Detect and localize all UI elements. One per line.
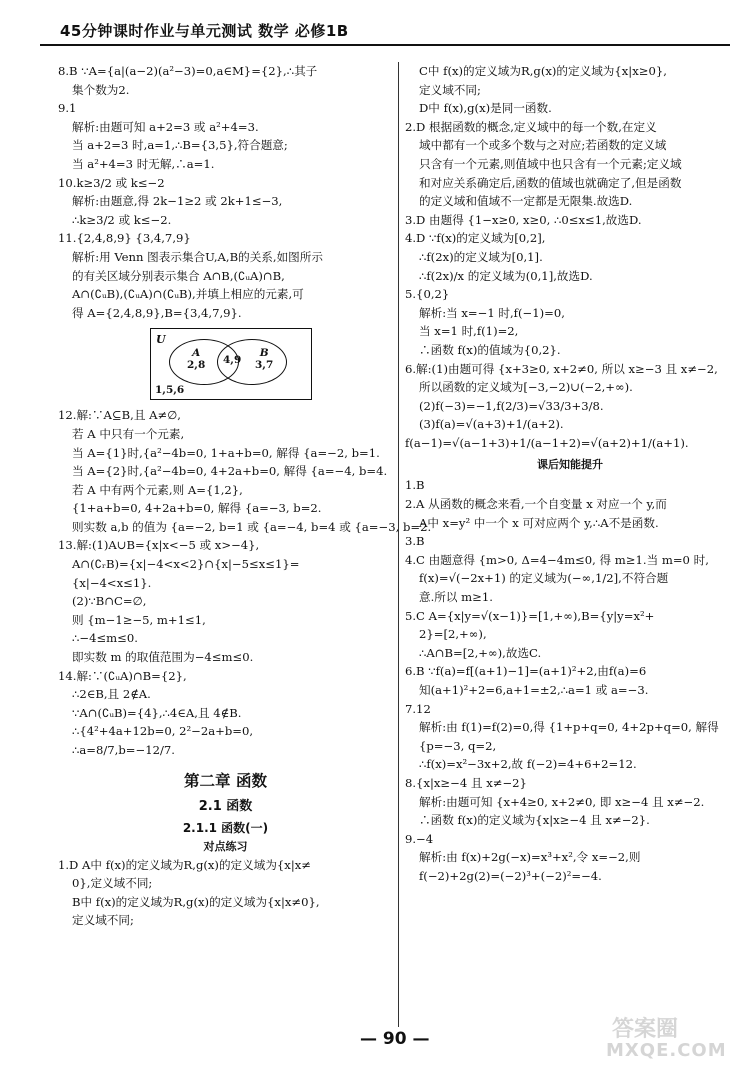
answer-line: 当 a+2=3 时,a=1,∴B={3,5},符合题意; bbox=[72, 138, 288, 153]
answer-line: 当 A={1}时,{a²−4b=0, 1+a+b=0, 解得 {a=−2, b=1. bbox=[72, 445, 380, 460]
answer-line: ∴2∈B,且 2∉A. bbox=[72, 687, 151, 702]
section-title: 2.1 函数 bbox=[198, 798, 253, 814]
venn-diagram bbox=[150, 328, 312, 400]
watermark-logo bbox=[598, 1012, 736, 1064]
answer-line: 2.A 从函数的概念来看,一个自变量 x 对应一个 y,而 bbox=[405, 497, 667, 512]
answer-line: 知(a+1)²+2=6,a+1=±2,∴a=1 或 a=−3. bbox=[419, 683, 649, 697]
answer-line: f(x)=√(−2x+1) 的定义域为(−∞,1/2],不符合题 bbox=[419, 571, 669, 586]
answer-line: 5.{0,2} bbox=[405, 287, 450, 302]
answer-line: 意.所以 m≥1. bbox=[419, 590, 493, 605]
answer-line: 8.{x|x≥−4 且 x≠−2} bbox=[405, 775, 527, 790]
answer-line: A∩(∁ᵣB)={x|−4<x<2}∩{x|−5≤x≤1}= bbox=[72, 557, 300, 572]
answer-line: 定义域不同; bbox=[419, 82, 481, 97]
answer-line: (3)f(a)=√(a+3)+1/(a+2). bbox=[419, 417, 564, 432]
answer-line: 解析:当 x=−1 时,f(−1)=0, bbox=[419, 305, 565, 320]
answer-line: 9.1 bbox=[58, 101, 77, 116]
answer-line: ∵A∩(∁ᵤB)={4},∴4∈A,且 4∉B. bbox=[72, 705, 242, 720]
answer-line: 域中都有一个或多个数与之对应;若函数的定义域 bbox=[419, 138, 667, 153]
venn-a-region bbox=[187, 347, 205, 371]
answer-line: 11.{2,4,8,9} {3,4,7,9} bbox=[58, 231, 191, 246]
answer-line: 若 A 中有两个元素,则 A={1,2}, bbox=[72, 482, 243, 497]
watermark-url: MXQE.COM bbox=[606, 1040, 727, 1061]
answer-line: 所以函数的定义域为[−3,−2)∪(−2,+∞). bbox=[419, 380, 633, 395]
answer-line: ∴f(x)=x²−3x+2,故 f(−2)=4+6+2=12. bbox=[419, 757, 637, 772]
right-column bbox=[405, 62, 735, 886]
venn-outside: 1,5,6 bbox=[155, 384, 185, 397]
practice-heading: 对点练习 bbox=[203, 839, 248, 853]
answer-line: A中 x=y² 中一个 x 可对应两个 y,∴A不是函数. bbox=[419, 515, 659, 530]
answer-line: 1.D A中 f(x)的定义域为R,g(x)的定义域为{x|x≠ bbox=[58, 857, 312, 872]
answer-line: {x|−4<x≤1}. bbox=[72, 575, 152, 590]
answer-line: (2)∵B∩C=∅, bbox=[72, 594, 147, 609]
answer-line: 若 A 中只有一个元素, bbox=[72, 426, 185, 441]
answer-line: 解析:由题意,得 2k−1≥2 或 2k+1≤−3, bbox=[72, 194, 283, 209]
answer-line: 则 {m−1≥−5, m+1≤1, bbox=[72, 612, 206, 627]
answer-line: 解析:用 Venn 图表示集合U,A,B的关系,如图所示 bbox=[72, 249, 323, 264]
answer-line: 则实数 a,b 的值为 {a=−2, b=1 或 {a=−4, b=4 或 {a=−3, b=2. bbox=[72, 519, 432, 534]
answer-line: 当 A={2}时,{a²−4b=0, 4+2a+b=0, 解得 {a=−4, b=4. bbox=[72, 464, 388, 479]
answer-line: 解析:由题可知 {x+4≥0, x+2≠0, 即 x≥−4 且 x≠−2. bbox=[419, 794, 705, 809]
header-rule bbox=[40, 44, 730, 46]
answer-line: 8.B ∵A={a|(a−2)(a²−3)=0,a∈M}={2},∴其子 bbox=[58, 64, 318, 78]
answer-line: 0},定义域不同; bbox=[72, 876, 153, 891]
answer-line: 2}=[2,+∞), bbox=[419, 627, 487, 642]
watermark-text: 答案圈 bbox=[612, 1017, 679, 1042]
answer-line: 当 a²+4=3 时无解,∴a=1. bbox=[72, 156, 215, 171]
answer-line: 得 A={2,4,8,9},B={3,4,7,9}. bbox=[72, 305, 242, 320]
header-title: 45分钟课时作业与单元测试 数学 必修1B bbox=[60, 22, 349, 40]
venn-universe-label: U bbox=[156, 333, 166, 347]
answer-line: 2.D 根据函数的概念,定义域中的每一个数,在定义 bbox=[405, 119, 657, 134]
answer-line: 3.B bbox=[405, 534, 425, 549]
answer-line: 12.解:∵A⊆B,且 A≠∅, bbox=[58, 408, 181, 423]
answer-line: 集个数为2. bbox=[72, 82, 130, 97]
answer-line: C中 f(x)的定义域为R,g(x)的定义域为{x|x≥0}, bbox=[419, 64, 667, 78]
answer-line: 9.−4 bbox=[405, 831, 434, 846]
answer-line: ∴−4≤m≤0. bbox=[72, 631, 138, 646]
answer-line: 即实数 m 的取值范围为−4≤m≤0. bbox=[72, 650, 254, 665]
venn-intersection: 4,9 bbox=[223, 354, 242, 367]
page-number-value: 90 bbox=[382, 1029, 407, 1049]
answer-line: 的有关区域分别表示集合 A∩B,(∁ᵤA)∩B, bbox=[72, 268, 285, 283]
venn-b-label: B bbox=[259, 347, 269, 360]
answer-line: 4.C 由题意得 {m>0, Δ=4−4m≤0, 得 m≥1.当 m=0 时, bbox=[405, 552, 709, 567]
answer-line: 5.C A={x|y=√(x−1)}=[1,+∞),B={y|y=x²+ bbox=[405, 608, 655, 623]
answer-line: ∴{4²+4a+12b=0, 2²−2a+b=0, bbox=[72, 724, 254, 739]
answer-line: 3.D 由题得 {1−x≥0, x≥0, ∴0≤x≤1,故选D. bbox=[405, 212, 642, 227]
answer-line: 4.D ∵f(x)的定义域为[0,2], bbox=[405, 231, 546, 246]
answer-line: D中 f(x),g(x)是同一函数. bbox=[419, 101, 552, 116]
answer-line: ∴函数 f(x)的值域为{0,2}. bbox=[419, 342, 561, 357]
answer-line: 和对应关系确定后,函数的值域也就确定了,但是函数 bbox=[419, 175, 682, 190]
answer-line: 当 x=1 时,f(1)=2, bbox=[419, 324, 519, 339]
answer-line: 6.解:(1)由题可得 {x+3≥0, x+2≠0, 所以 x≥−3 且 x≠−2, bbox=[405, 361, 718, 376]
answer-line: 定义域不同; bbox=[72, 913, 134, 928]
answer-line: (2)f(−3)=−1,f(2/3)=√33/3+3/8. bbox=[419, 398, 604, 413]
answer-line: 6.B ∵f(a)=f[(a+1)−1]=(a+1)²+2,由f(a)=6 bbox=[405, 664, 647, 679]
answer-line: B中 f(x)的定义域为R,g(x)的定义域为{x|x≠0}, bbox=[72, 894, 320, 909]
answer-line: 解析:由题可知 a+2=3 或 a²+4=3. bbox=[72, 119, 259, 134]
column-divider bbox=[398, 62, 399, 1027]
answer-line: 7.12 bbox=[405, 701, 431, 716]
answer-line: 10.k≥3/2 或 k≤−2 bbox=[58, 175, 165, 190]
answer-line: f(−2)+2g(2)=(−2)³+(−2)²=−4. bbox=[419, 868, 602, 883]
answer-line: 13.解:(1)A∪B={x|x<−5 或 x>−4}, bbox=[58, 538, 260, 553]
answer-line: 解析:由 f(x)+2g(−x)=x³+x²,令 x=−2,则 bbox=[419, 850, 641, 865]
answer-line: ∴f(2x)的定义域为[0,1]. bbox=[419, 249, 543, 264]
answer-line: 1.B bbox=[405, 478, 425, 493]
answer-line: f(a−1)=√(a−1+3)+1/(a−1+2)=√(a+2)+1/(a+1). bbox=[405, 435, 689, 450]
section-heading: 课后知能提升 bbox=[537, 458, 603, 472]
answer-line: 的定义域和值域不一定都是无限集.故选D. bbox=[419, 194, 633, 209]
answer-line: {1+a+b=0, 4+2a+b=0, 解得 {a=−3, b=2. bbox=[72, 501, 322, 516]
answer-line: ∴k≥3/2 或 k≤−2. bbox=[72, 212, 172, 227]
answer-line: 解析:由 f(1)=f(2)=0,得 {1+p+q=0, 4+2p+q=0, 解得 bbox=[419, 720, 719, 735]
answer-line: ∴函数 f(x)的定义域为{x|x≥−4 且 x≠−2}. bbox=[419, 813, 650, 828]
page-number: — 90 — bbox=[360, 1029, 430, 1049]
answer-line: A∩(∁ᵤB),(∁ᵤA)∩(∁ᵤB),并填上相应的元素,可 bbox=[72, 287, 304, 302]
answer-line: ∴f(2x)/x 的定义域为(0,1],故选D. bbox=[419, 268, 593, 283]
venn-b-only: 3,7 bbox=[255, 359, 274, 372]
venn-a-label: A bbox=[192, 347, 201, 360]
answer-line: ∴A∩B=[2,+∞),故选C. bbox=[419, 645, 542, 660]
venn-b-region bbox=[255, 347, 273, 371]
answer-line: 只含有一个元素,则值域中也只含有一个元素;定义域 bbox=[419, 156, 682, 171]
answer-line: 14.解:∵(∁ᵤA)∩B={2}, bbox=[58, 668, 187, 683]
venn-a-only: 2,8 bbox=[187, 359, 206, 372]
subsection-title: 2.1.1 函数(一) bbox=[182, 820, 269, 835]
answer-line: {p=−3, q=2, bbox=[419, 738, 497, 753]
running-header bbox=[40, 12, 730, 44]
answer-line: ∴a=8/7,b=−12/7. bbox=[72, 743, 175, 757]
chapter-title: 第二章 函数 bbox=[184, 771, 267, 790]
